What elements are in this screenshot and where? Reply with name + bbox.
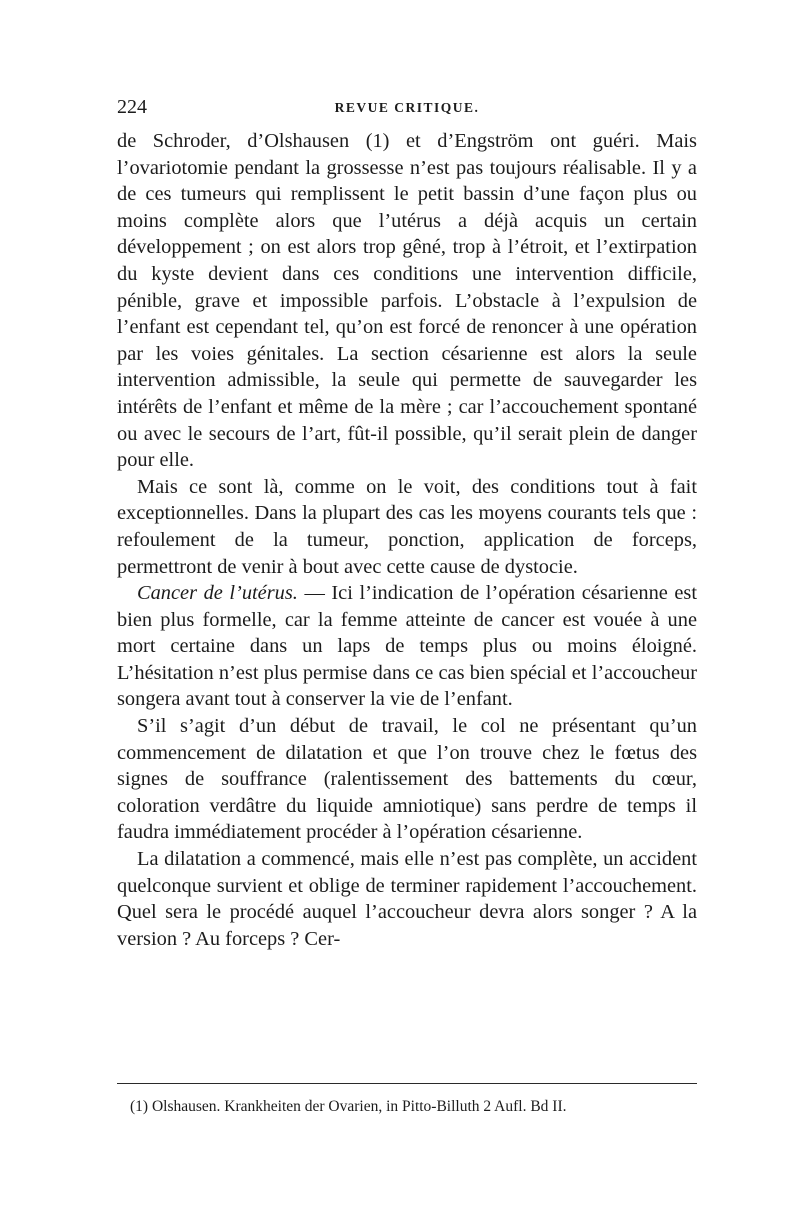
body-text [117,128,697,952]
paragraph: La dilatation a commencé, mais elle n’est pas complète, un accident quelconque survient et oblige de terminer rapidement l’accouchement. Quel sera le procédé auquel l’accoucheur devra alors songer ? A la version ? Au forceps ? Cer- [117,848,697,950]
running-title: REVUE CRITIQUE. [334,100,480,115]
paragraph-cancer [117,580,697,713]
paragraph: S’il s’agit d’un début de travail, le col ne présentant qu’un commencement de dilatation et que l’on trouve chez le fœtus des signes de souffrance (ralentissement des battements du cœur, coloration verdâtre du liquide amniotique) sans perdre de temps il faudra immédiatement procéder à l’opération césarienne. [117,715,697,844]
section-heading-italic: Cancer de l’utérus. [137,582,298,605]
footnote-divider [117,1083,697,1084]
page-header [117,96,697,122]
paragraph-continued: de Schroder, d’Olshausen (1) et d’Engström ont guéri. Mais l’ovariotomie pendant la grossesse n’est pas toujours réalisable. Il y a de ces tumeurs qui remplissent le petit bassin d’une façon plus ou moins complète alors que l’utérus a déjà acquis un certain développement ; on est alors trop gêné, trop à l’étroit, et l’extirpation du kyste devient dans ces conditions une intervention difficile, pénible, grave et impossible parfois. L’obstacle à l’expulsion de l’enfant est cependant tel, qu’on est forcé de renoncer à une opération par les voies génitales. La section césarienne est alors la seule intervention admissible, la seule qui permette de sauvegarder les intérêts de l’enfant et même de la mère ; car l’accouchement spontané ou avec le secours de l’art, fût-il possible, qu’il serait plein de danger pour elle. [117,130,697,472]
paragraph-text: — Ici l’indication de l’opération césarienne est bien plus formelle, car la femme atteinte de cancer est vouée à une mort certaine dans un laps de temps plus ou moins éloigné. L’hésitation n’est plus permise dans ce cas bien spécial et l’accoucheur songera avant tout à conserver la vie de l’enfant. [117,582,698,711]
footnote: (1) Olshausen. Krankheiten der Ovarien, in Pitto-Billuth 2 Aufl. Bd II. [130,1098,567,1115]
paragraph: Mais ce sont là, comme on le voit, des conditions tout à fait exceptionnelles. Dans la plupart des cas les moyens courants tels que : refoulement de la tumeur, ponction, application de forceps, permettront de venir à bout avec cette cause de dystocie. [117,475,697,578]
page-number: 224 [117,96,147,118]
